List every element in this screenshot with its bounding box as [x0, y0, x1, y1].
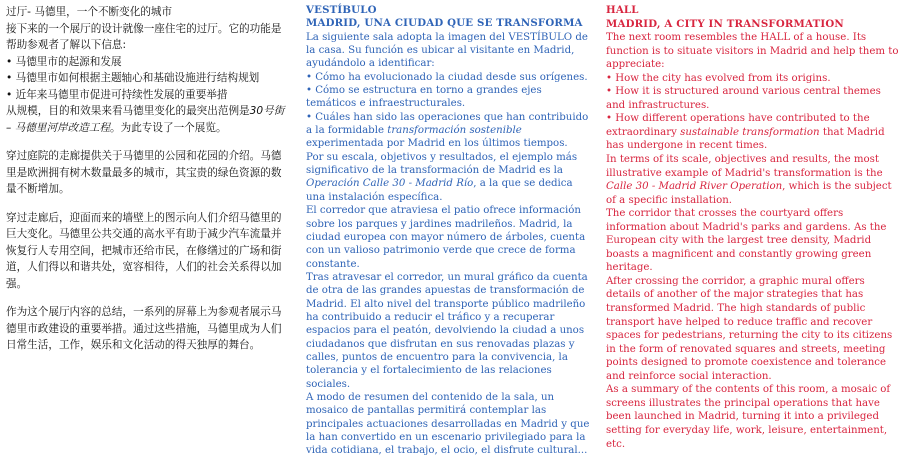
- zh-scale-emphasis: 30号街 – 马德里河岸改造工程: [6, 105, 285, 134]
- en-bullet-text-end: that Madrid has undergone in recent times.: [606, 126, 885, 152]
- zh-paragraph-summary: 作为这个展厅内容的总结，一系列的屏幕上为参观者展示马德里市政建设的重要举措。通过这些措施，马德里成为人们日常生活，工作，娱乐和文化活动的得天独厚的舞台。: [6, 306, 282, 351]
- zh-scale-text-end: 。为此专设了一个展览。: [110, 121, 227, 134]
- en-example-emphasis: Calle 30 - Madrid River Operation: [606, 181, 783, 193]
- zh-scale-text: 从规模，目的和效果来看马德里变化的最突出范例是: [6, 105, 250, 117]
- zh-paragraph-mural: 穿过走廊后，迎面而来的墙壁上的图示向人们介绍马德里的巨大变化。马德里公共交通的高水平有助于减少汽车流量并恢复行人专用空间，把城市还给市民，在修缮过的广场和街道，人们得以和谐共处，宽容相待，人们的社会关系得以加强。: [6, 211, 282, 290]
- en-bullet: • How it is structured around various central themes and infrastructures.: [606, 85, 902, 112]
- en-subtitle: MADRID, A CITY IN TRANSFORMATION: [606, 17, 844, 30]
- es-paragraph-mural: Tras atravesar el corredor, un mural gráfico da cuenta de otra de las grandes apuestas de transformación de Madrid. El alto nivel del transporte público madrileño ha contribuido a reducir el tráfico y a recuperar espacios para el peatón, devolviendo la ciudad a unos ciudadanos que disfrutan en sus renovadas plazas y calles, puntos de encuentro para la convivencia, la tolerancia y el fortalecimiento de las relaciones sociales.: [306, 271, 588, 390]
- en-bullet-text: How different operations have contributed to the extraordinary: [606, 113, 870, 138]
- es-bullet: • Cómo se estructura en torno a grandes ejes temáticos e infraestructurales.: [306, 84, 594, 111]
- chinese-column: [6, 0, 288, 366]
- zh-bullet-list: [6, 54, 288, 104]
- es-paragraph-example: [306, 151, 594, 204]
- es-bullet-text-end: experimentada por Madrid en los últimos tiempos.: [306, 138, 568, 150]
- en-paragraph-mural: After crossing the corridor, a graphic mural offers details of another of the major strategies that has transformed Madrid. The high standards of public transport have helped to reduce traffic and recover spaces for pedestrians, returning the city to its citizens in the form of renovated squares and streets, meeting points designed to promote coexistence and tolerance and reinforce social interaction.: [606, 275, 893, 382]
- en-example-text: In terms of its scale, objectives and results, the most illustrative example of Madrid's transformation is the: [606, 154, 883, 179]
- es-paragraph-summary: A modo de resumen del contenido de la sala, un mosaico de pantallas permitirá contemplar las principales actuaciones desarrolladas en Madrid y que la han convertido en un escenario privilegiado para la vida cotidiana, el trabajo, el ocio, el disfrute cultural...: [306, 391, 590, 457]
- en-paragraph-example: [606, 153, 902, 207]
- es-bullet-list: [306, 71, 594, 151]
- spanish-column: [306, 0, 594, 458]
- en-bullet-emphasis: sustainable transformation: [680, 126, 820, 138]
- en-intro: The next room resembles the HALL of a house. Its function is to situate visitors in Madrid and help them to appreciate:: [606, 32, 899, 71]
- es-example-text-end: , a la que se dedica una instalación específica.: [306, 178, 573, 203]
- english-column: [606, 0, 902, 451]
- es-bullet-text: Cuáles han sido las operaciones que han contribuido a la formidable: [306, 111, 589, 137]
- en-title: HALL: [606, 4, 639, 16]
- es-bullet: [306, 111, 594, 151]
- es-title: VESTÍBULO: [306, 4, 377, 16]
- es-subtitle: MADRID, UNA CIUDAD QUE SE TRANSFORMA: [306, 17, 583, 30]
- en-bullet: • How the city has evolved from its origins.: [606, 72, 902, 86]
- en-paragraph-parks: The corridor that crosses the courtyard offers information about Madrid's parks and gardens. As the European city with the largest tree density, Madrid boasts a magnificent and constantly growing green heritage.: [606, 208, 887, 274]
- es-example-text: Por su escala, objetivos y resultados, el ejemplo más significativo de la transformación de Madrid es la: [306, 151, 578, 177]
- en-paragraph-summary: As a summary of the contents of this room, a mosaic of screens illustrates the principal operations that have been launched in Madrid, turning it into a privileged setting for everyday life, work, leisure, entertainment, etc.: [606, 384, 891, 450]
- zh-title: 过厅- 马德里，一个不断变化的城市: [6, 6, 173, 18]
- es-bullet: • Cómo ha evolucionado la ciudad desde sus orígenes.: [306, 71, 594, 84]
- es-paragraph-parks: El corredor que atraviesa el patio ofrece información sobre los parques y jardines madrileños. Madrid, la ciudad europea con mayor número de árboles, cuenta con un valioso patrimonio verde que crece de forma constante.: [306, 205, 586, 270]
- es-example-emphasis: Operación Calle 30 - Madrid Río: [306, 178, 474, 190]
- es-bullet-emphasis: transformación sostenible: [387, 125, 522, 137]
- zh-scale-paragraph: [6, 103, 288, 136]
- en-example-text-end: , which is the subject of a specific installation.: [606, 181, 892, 206]
- zh-bullet: • 马德里市的起源和发展: [6, 54, 288, 71]
- en-bullet-list: [606, 72, 902, 153]
- zh-intro: 接下来的一个展厅的设计就像一座住宅的过厅。它的功能是帮助参观者了解以下信息:: [6, 22, 282, 51]
- zh-bullet: • 近年来马德里市促进可持续性发展的重要举措: [6, 87, 288, 104]
- zh-bullet: • 马德里市如何根据主题轴心和基础设施进行结构规划: [6, 70, 288, 87]
- zh-paragraph-parks: 穿过庭院的走廊提供关于马德里的公园和花园的介绍。马德里是欧洲拥有树木数量最多的城市，其宝贵的绿色资源的数量不断增加。: [6, 150, 282, 195]
- es-intro: La siguiente sala adopta la imagen del VESTÍBULO de la casa. Su función es ubicar al visitante en Madrid, ayudándolo a identificar:: [306, 31, 588, 70]
- en-bullet: [606, 112, 902, 153]
